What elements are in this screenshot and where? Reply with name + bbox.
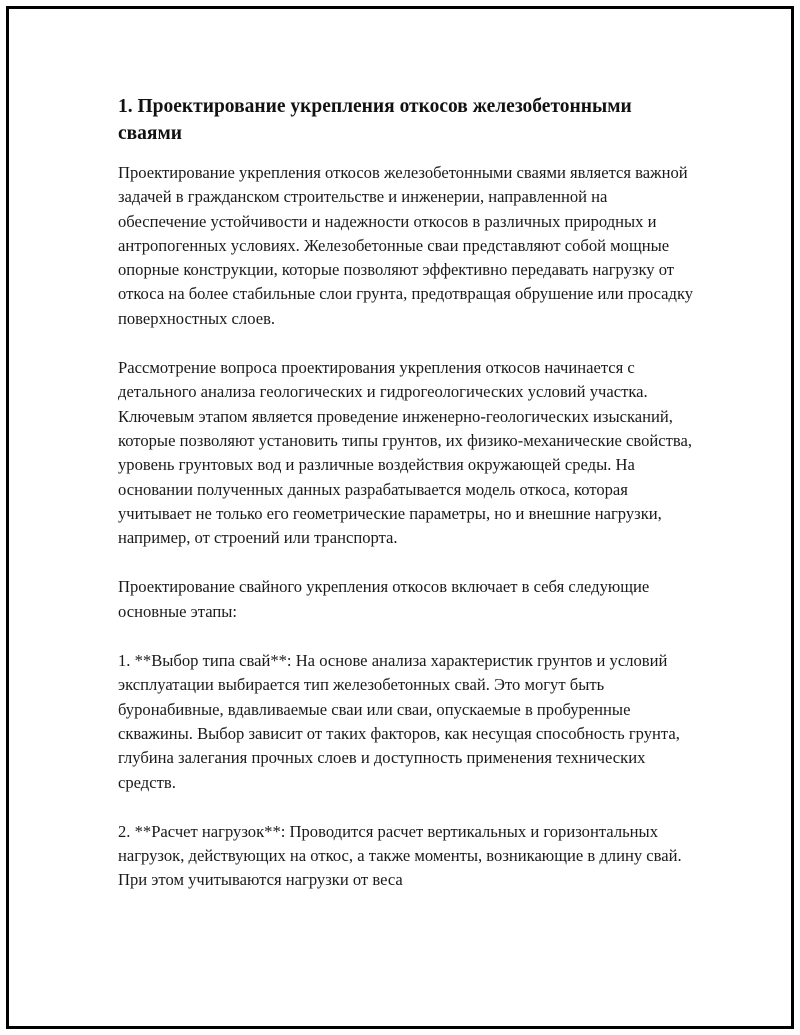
paragraph-analysis: Рассмотрение вопроса проектирования укрепления откосов начинается с детального анализа геологических и гидрогеологических условий участка. Ключевым этапом является проведение инженерно-геологических изысканий, которые позволяют установить типы грунтов, их физико-механические свойства, уровень грунтовых вод и различные воздействия окружающей среды. На основании полученных данных разрабатывается модель откоса, которая учитывает не только его геометрические параметры, но и внешние нагрузки, например, от строений или транспорта. [118,358,693,548]
document-body [118,93,698,918]
page-frame [6,6,794,1029]
section-heading: 1. Проектирование укрепления откосов железобетонными сваями [118,96,632,144]
paragraph-load-calculation: 2. **Расчет нагрузок**: Проводится расчет вертикальных и горизонтальных нагрузок, действующих на откос, а также моменты, возникающие в длину свай. При этом учитываются нагрузки от веса [118,821,682,890]
paragraph-stages-intro: Проектирование свайного укрепления откосов включает в себя следующие основные этапы: [118,577,650,621]
paragraph-intro: Проектирование укрепления откосов железобетонными сваями является важной задачей в гражданском строительстве и инженерии, направленной на обеспечение устойчивости и надежности откосов в различных природных и антропогенных условиях. Железобетонные сваи представляют собой мощные опорные конструкции, которые позволяют эффективно передавать нагрузку от откоса на более стабильные слои грунта, предотвращая обрушение или просадку поверхностных слоев. [118,163,694,328]
paragraph-pile-type: 1. **Выбор типа свай**: На основе анализа характеристик грунтов и условий эксплуатации выбирается тип железобетонных свай. Это могут быть буронабивные, вдавливаемые сваи или сваи, опускаемые в пробуренные скважины. Выбор зависит от таких факторов, как несущая способность грунта, глубина залегания прочных слоев и доступность применения технических средств. [118,651,680,792]
